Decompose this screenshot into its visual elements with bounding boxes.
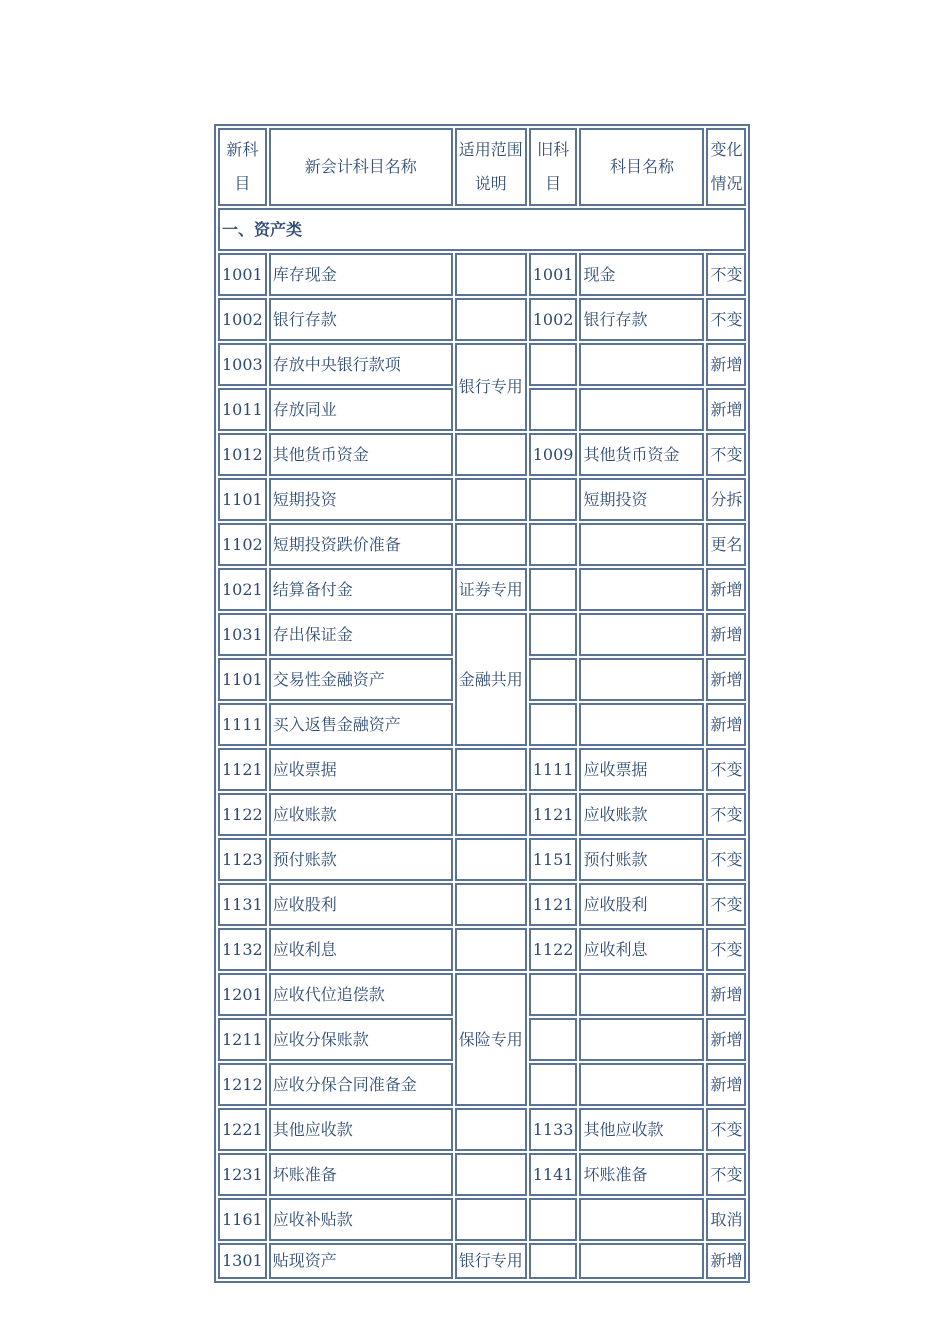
table-row: [218, 478, 746, 521]
old-name-cell: 银行存款: [579, 298, 704, 341]
change-cell: 不变: [706, 838, 746, 881]
new-code-cell: 1012: [218, 433, 267, 476]
old-name-cell: 其他货币资金: [579, 433, 704, 476]
new-name-cell: 预付账款: [269, 838, 453, 881]
old-code-cell: 1133: [529, 1108, 578, 1151]
old-name-cell: [579, 973, 704, 1016]
new-name-cell: 存出保证金: [269, 613, 453, 656]
old-code-cell: 1001: [529, 253, 578, 296]
scope-cell: [455, 838, 527, 881]
old-code-cell: [529, 1198, 578, 1241]
old-name-cell: [579, 613, 704, 656]
new-code-cell: 1301: [218, 1243, 267, 1279]
header-new-name: 新会计科目名称: [269, 128, 453, 206]
new-name-cell: 应收分保账款: [269, 1018, 453, 1061]
new-name-cell: 应收补贴款: [269, 1198, 453, 1241]
new-code-cell: 1011: [218, 388, 267, 431]
change-cell: 不变: [706, 298, 746, 341]
old-code-cell: [529, 478, 578, 521]
new-name-cell: 买入返售金融资产: [269, 703, 453, 746]
new-code-cell: 1123: [218, 838, 267, 881]
old-name-cell: [579, 1018, 704, 1061]
table-row: [218, 838, 746, 881]
scope-cell: [455, 793, 527, 836]
new-name-cell: 应收利息: [269, 928, 453, 971]
new-name-cell: 其他货币资金: [269, 433, 453, 476]
new-name-cell: 存放中央银行款项: [269, 343, 453, 386]
change-cell: 不变: [706, 1153, 746, 1196]
header-old-name: 科目名称: [579, 128, 704, 206]
old-name-cell: [579, 388, 704, 431]
table-row: [218, 928, 746, 971]
new-code-cell: 1121: [218, 748, 267, 791]
table-row: [218, 613, 746, 656]
old-name-cell: [579, 1198, 704, 1241]
table-row: [218, 1108, 746, 1151]
account-mapping-table: [214, 124, 750, 1283]
new-name-cell: 交易性金融资产: [269, 658, 453, 701]
old-code-cell: 1002: [529, 298, 578, 341]
old-code-cell: 1111: [529, 748, 578, 791]
old-name-cell: 短期投资: [579, 478, 704, 521]
old-code-cell: [529, 613, 578, 656]
change-cell: 分拆: [706, 478, 746, 521]
old-name-cell: 应收利息: [579, 928, 704, 971]
scope-cell: [455, 253, 527, 296]
new-code-cell: 1221: [218, 1108, 267, 1151]
new-code-cell: 1102: [218, 523, 267, 566]
new-code-cell: 1231: [218, 1153, 267, 1196]
table-row: [218, 1198, 746, 1241]
new-name-cell: 应收代位追偿款: [269, 973, 453, 1016]
new-code-cell: 1002: [218, 298, 267, 341]
table-row: [218, 253, 746, 296]
old-name-cell: 坏账准备: [579, 1153, 704, 1196]
new-code-cell: 1111: [218, 703, 267, 746]
new-name-cell: 应收票据: [269, 748, 453, 791]
old-name-cell: [579, 523, 704, 566]
table-row: [218, 568, 746, 611]
new-code-cell: 1211: [218, 1018, 267, 1061]
change-cell: 不变: [706, 1108, 746, 1151]
old-code-cell: [529, 1063, 578, 1106]
old-name-cell: [579, 703, 704, 746]
table-row: [218, 1243, 746, 1279]
new-code-cell: 1101: [218, 658, 267, 701]
old-name-cell: 应收股利: [579, 883, 704, 926]
table-row: [218, 748, 746, 791]
change-cell: 不变: [706, 883, 746, 926]
change-cell: 新增: [706, 568, 746, 611]
change-cell: 不变: [706, 433, 746, 476]
old-name-cell: [579, 658, 704, 701]
table-row: [218, 433, 746, 476]
change-cell: 新增: [706, 703, 746, 746]
scope-cell: 银行专用: [455, 343, 527, 431]
old-code-cell: [529, 703, 578, 746]
scope-cell: [455, 748, 527, 791]
new-name-cell: 其他应收款: [269, 1108, 453, 1151]
table-row: [218, 523, 746, 566]
change-cell: 新增: [706, 1243, 746, 1279]
old-code-cell: [529, 568, 578, 611]
new-code-cell: 1201: [218, 973, 267, 1016]
scope-cell: 银行专用: [455, 1243, 527, 1279]
table-row: [218, 883, 746, 926]
table-row: [218, 1153, 746, 1196]
change-cell: 取消: [706, 1198, 746, 1241]
old-name-cell: [579, 1063, 704, 1106]
old-code-cell: 1121: [529, 793, 578, 836]
old-code-cell: [529, 973, 578, 1016]
table-row: [218, 343, 746, 386]
scope-cell: 金融共用: [455, 613, 527, 746]
scope-cell: [455, 1153, 527, 1196]
old-code-cell: 1121: [529, 883, 578, 926]
header-scope: 适用范围说明: [455, 128, 527, 206]
old-code-cell: [529, 658, 578, 701]
header-change: 变化情况: [706, 128, 746, 206]
new-name-cell: 存放同业: [269, 388, 453, 431]
table-row: [218, 298, 746, 341]
table-row: [218, 793, 746, 836]
change-cell: 新增: [706, 343, 746, 386]
change-cell: 新增: [706, 613, 746, 656]
scope-cell: [455, 433, 527, 476]
scope-cell: [455, 298, 527, 341]
new-name-cell: 应收股利: [269, 883, 453, 926]
new-code-cell: 1003: [218, 343, 267, 386]
scope-cell: [455, 928, 527, 971]
category-row: [218, 208, 746, 251]
old-code-cell: [529, 1243, 578, 1279]
old-name-cell: 预付账款: [579, 838, 704, 881]
new-name-cell: 结算备付金: [269, 568, 453, 611]
change-cell: 新增: [706, 1063, 746, 1106]
new-name-cell: 短期投资: [269, 478, 453, 521]
change-cell: 新增: [706, 658, 746, 701]
scope-cell: [455, 1108, 527, 1151]
change-cell: 新增: [706, 973, 746, 1016]
scope-cell: 证券专用: [455, 568, 527, 611]
change-cell: 不变: [706, 253, 746, 296]
old-name-cell: 现金: [579, 253, 704, 296]
old-name-cell: [579, 343, 704, 386]
new-code-cell: 1031: [218, 613, 267, 656]
scope-cell: [455, 883, 527, 926]
new-code-cell: 1101: [218, 478, 267, 521]
new-name-cell: 坏账准备: [269, 1153, 453, 1196]
old-name-cell: 其他应收款: [579, 1108, 704, 1151]
scope-cell: 保险专用: [455, 973, 527, 1106]
old-code-cell: 1122: [529, 928, 578, 971]
new-code-cell: 1131: [218, 883, 267, 926]
new-name-cell: 库存现金: [269, 253, 453, 296]
change-cell: 新增: [706, 1018, 746, 1061]
new-name-cell: 贴现资产: [269, 1243, 453, 1279]
change-cell: 新增: [706, 388, 746, 431]
new-code-cell: 1212: [218, 1063, 267, 1106]
new-code-cell: 1001: [218, 253, 267, 296]
old-name-cell: 应收账款: [579, 793, 704, 836]
new-name-cell: 应收账款: [269, 793, 453, 836]
new-code-cell: 1021: [218, 568, 267, 611]
old-code-cell: [529, 523, 578, 566]
new-code-cell: 1122: [218, 793, 267, 836]
category-label: 一、资产类: [218, 208, 746, 251]
new-code-cell: 1161: [218, 1198, 267, 1241]
header-new-code: 新科目: [218, 128, 267, 206]
old-code-cell: [529, 343, 578, 386]
old-code-cell: 1141: [529, 1153, 578, 1196]
old-code-cell: 1151: [529, 838, 578, 881]
old-code-cell: [529, 388, 578, 431]
change-cell: 不变: [706, 748, 746, 791]
old-code-cell: [529, 1018, 578, 1061]
change-cell: 不变: [706, 793, 746, 836]
scope-cell: [455, 478, 527, 521]
old-name-cell: [579, 1243, 704, 1279]
change-cell: 不变: [706, 928, 746, 971]
new-name-cell: 应收分保合同准备金: [269, 1063, 453, 1106]
old-code-cell: 1009: [529, 433, 578, 476]
old-name-cell: [579, 568, 704, 611]
scope-cell: [455, 1198, 527, 1241]
old-name-cell: 应收票据: [579, 748, 704, 791]
table-row: [218, 973, 746, 1016]
header-row: [218, 128, 746, 206]
new-code-cell: 1132: [218, 928, 267, 971]
new-name-cell: 银行存款: [269, 298, 453, 341]
header-old-code: 旧科目: [529, 128, 578, 206]
change-cell: 更名: [706, 523, 746, 566]
new-name-cell: 短期投资跌价准备: [269, 523, 453, 566]
scope-cell: [455, 523, 527, 566]
